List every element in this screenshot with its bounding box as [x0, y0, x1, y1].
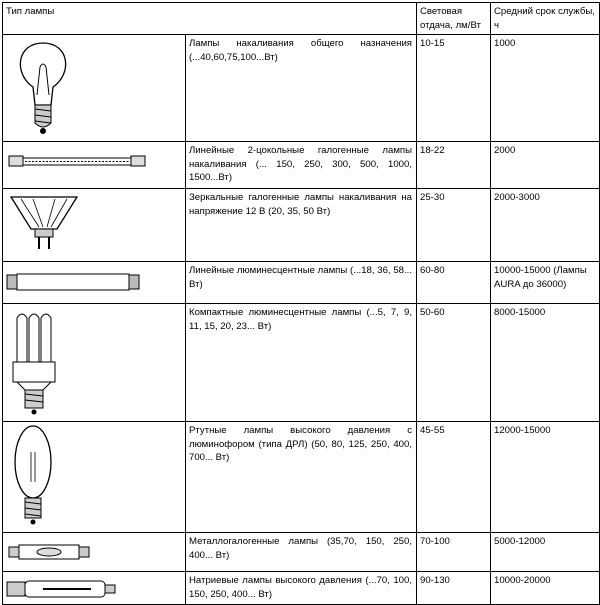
lamp-life: 2000-3000	[491, 189, 600, 262]
table-row	[3, 142, 600, 189]
sodium-lamp-icon	[3, 572, 186, 604]
table-row	[3, 262, 600, 304]
lamp-description: Линейные люминесцентные лампы (...18, 36, 58... Вт)	[186, 262, 417, 304]
lamp-life: 10000-15000 (Лампы AURA до 36000)	[491, 262, 600, 304]
table-row	[3, 533, 600, 572]
header-efficacy: Световая отдача, лм/Вт	[417, 3, 491, 35]
header-life: Средний срок службы, ч	[491, 3, 600, 35]
lamp-image-cell	[3, 189, 186, 262]
lamp-efficacy: 50-60	[417, 304, 491, 422]
table-row	[3, 35, 600, 142]
lamp-life: 10000-20000	[491, 572, 600, 605]
lamp-efficacy: 25-30	[417, 189, 491, 262]
lamp-description: Зеркальные галогенные лампы накаливания на напряжение 12 В (20, 35, 50 Вт)	[186, 189, 417, 262]
fluorescent-tube-icon	[3, 262, 186, 303]
lamp-efficacy: 10-15	[417, 35, 491, 142]
lamp-efficacy: 18-22	[417, 142, 491, 189]
lamp-life: 12000-15000	[491, 422, 600, 533]
header-row	[3, 3, 600, 35]
lamp-efficacy: 60-80	[417, 262, 491, 304]
lamp-description: Линейные 2-цокольные галогенные лампы накаливания (... 150, 250, 300, 500, 1000, 1500...Вт)	[186, 142, 417, 189]
compact-fluorescent-lamp-icon	[3, 304, 186, 421]
lamp-image-cell	[3, 304, 186, 422]
lamp-description: Компактные люминесцентные лампы (...5, 7, 9, 11, 15, 20, 23... Вт)	[186, 304, 417, 422]
lamp-life: 2000	[491, 142, 600, 189]
lamp-description: Натриевые лампы высокого давления (...70, 100, 150, 250, 400... Вт)	[186, 572, 417, 605]
lamp-life: 1000	[491, 35, 600, 142]
lamp-efficacy: 90-130	[417, 572, 491, 605]
lamp-image-cell	[3, 35, 186, 142]
lamp-efficacy: 70-100	[417, 533, 491, 572]
lamp-image-cell	[3, 572, 186, 605]
table-row	[3, 422, 600, 533]
lamp-image-cell	[3, 142, 186, 189]
lamp-image-cell	[3, 422, 186, 533]
lamp-description: Металлогалогенные лампы (35,70, 150, 250, 400... Вт)	[186, 533, 417, 572]
table-row	[3, 572, 600, 605]
metal-halide-lamp-icon	[3, 533, 186, 571]
incandescent-bulb-icon	[3, 35, 186, 141]
lamp-comparison-table	[2, 2, 600, 605]
lamp-life: 8000-15000	[491, 304, 600, 422]
mercury-lamp-icon	[3, 422, 186, 532]
header-type: Тип лампы	[3, 3, 417, 35]
table-row	[3, 189, 600, 262]
table-row	[3, 304, 600, 422]
lamp-life: 5000-12000	[491, 533, 600, 572]
reflector-halogen-lamp-icon	[3, 189, 186, 261]
lamp-description: Ртутные лампы высокого давления с люминофором (типа ДРЛ) (50, 80, 125, 250, 400, 700... Вт)	[186, 422, 417, 533]
lamp-efficacy: 45-55	[417, 422, 491, 533]
lamp-image-cell	[3, 262, 186, 304]
linear-halogen-lamp-icon	[3, 142, 186, 188]
lamp-image-cell	[3, 533, 186, 572]
lamp-description: Лампы накаливания общего назначения (...40,60,75,100...Вт)	[186, 35, 417, 142]
